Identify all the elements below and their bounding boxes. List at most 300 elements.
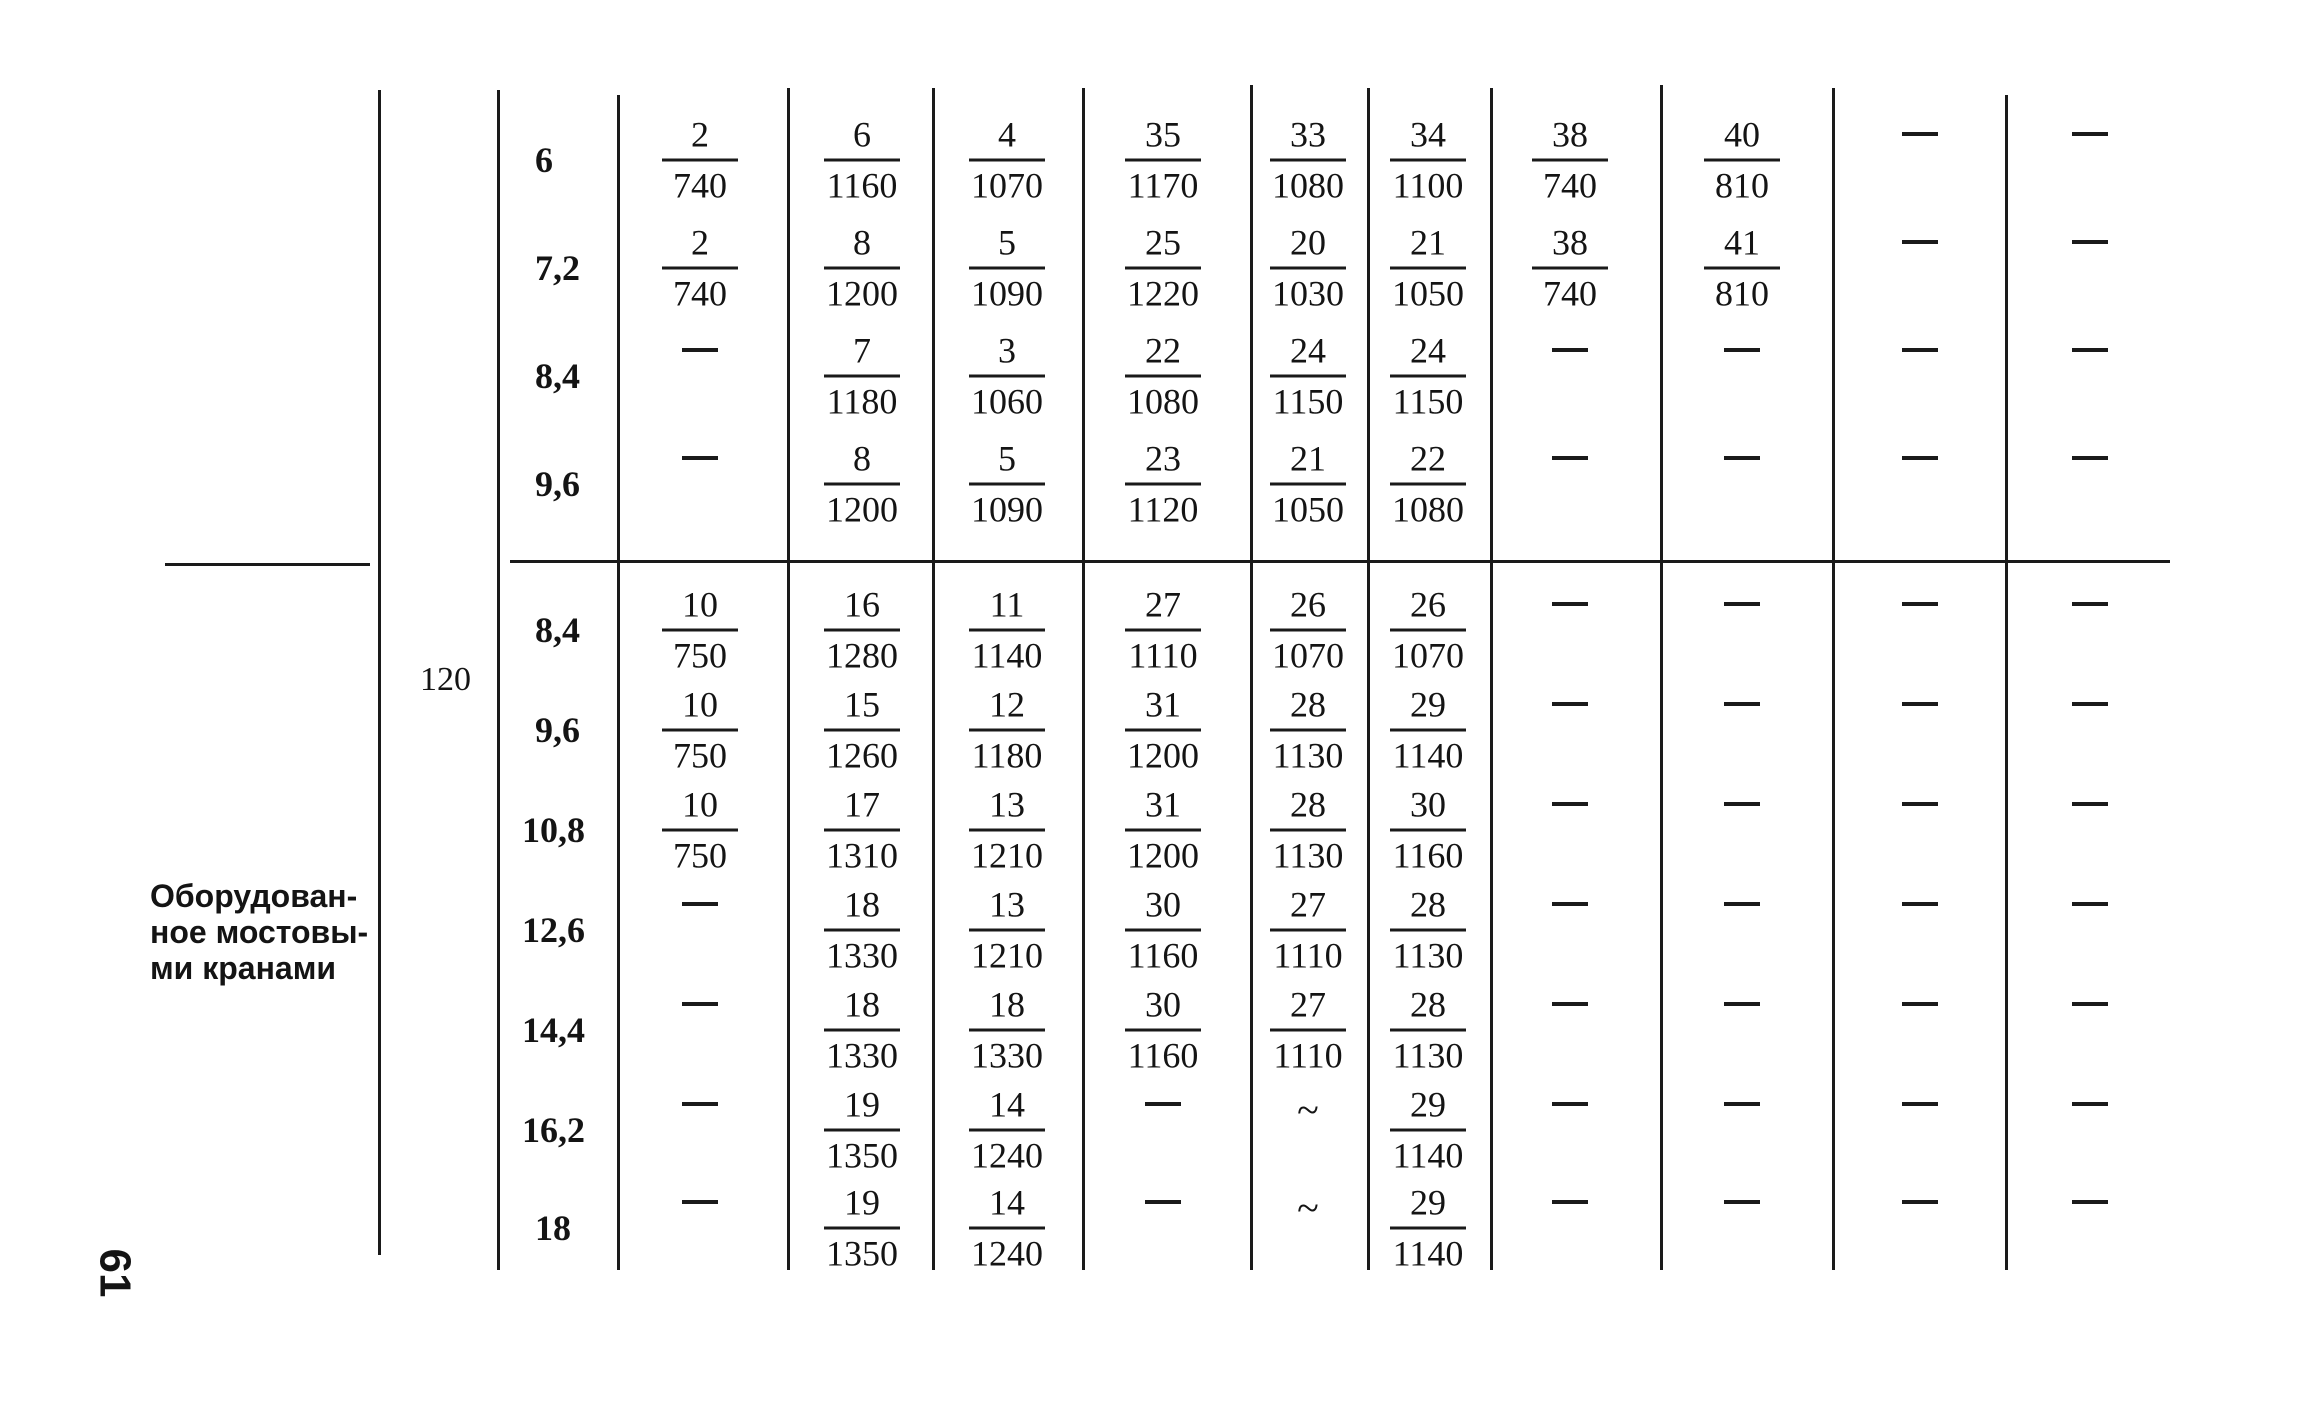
empty-dash (1902, 348, 1938, 352)
fraction-denominator: 1090 (971, 489, 1043, 530)
fraction-cell (1243, 222, 1373, 314)
fraction-cell (1098, 984, 1228, 1076)
fraction-numerator: 24 (1290, 330, 1326, 371)
empty-dash (1902, 802, 1938, 806)
fraction-denominator: 1130 (1272, 735, 1344, 776)
fraction-denominator: 1070 (1392, 635, 1464, 676)
fraction-numerator: 17 (844, 784, 880, 825)
fraction-bar (1704, 267, 1780, 270)
fraction-bar (969, 1129, 1045, 1132)
fraction-bar (824, 267, 900, 270)
fraction-cell (797, 438, 927, 530)
empty-dash (1902, 602, 1938, 606)
row-height-label: 6 (535, 140, 553, 180)
row-height-label: 18 (535, 1208, 571, 1248)
vline-col4 (1082, 88, 1085, 1270)
fraction-numerator: 11 (989, 584, 1025, 625)
fraction-cell (1098, 684, 1228, 776)
fraction-cell (1363, 1084, 1493, 1176)
fraction-denominator: 1350 (826, 1135, 898, 1176)
hline-section-separator (510, 560, 2170, 563)
fraction-numerator: 12 (989, 684, 1025, 725)
fraction-numerator: 29 (1410, 1182, 1446, 1223)
fraction-numerator: 26 (1410, 584, 1446, 625)
fraction-numerator: 5 (998, 222, 1016, 263)
fraction-denominator: 1150 (1272, 381, 1344, 422)
fraction-numerator: 13 (989, 884, 1025, 925)
fraction-cell (942, 684, 1072, 776)
empty-dash (2072, 602, 2108, 606)
fraction-bar (1532, 159, 1608, 162)
fraction-cell (942, 1084, 1072, 1176)
span-value: 120 (420, 661, 471, 698)
fraction-numerator: 5 (998, 438, 1016, 479)
row-height-label: 8,4 (535, 610, 580, 650)
empty-dash (1145, 1102, 1181, 1106)
fraction-denominator: 1130 (1272, 835, 1344, 876)
vline-col1 (617, 95, 620, 1270)
fraction-bar (1532, 267, 1608, 270)
fraction-denominator: 1220 (1127, 273, 1199, 314)
fraction-numerator: 14 (989, 1084, 1025, 1125)
page-number: 61 (90, 1248, 140, 1298)
fraction-cell (1363, 884, 1493, 976)
fraction-denominator: 810 (1715, 273, 1769, 314)
fraction-bar (1270, 629, 1346, 632)
empty-dash (2072, 1002, 2108, 1006)
fraction-numerator: 28 (1290, 684, 1326, 725)
fraction-denominator: 1240 (971, 1233, 1043, 1274)
fraction-bar (1270, 483, 1346, 486)
fraction-bar (662, 829, 738, 832)
fraction-cell (1098, 438, 1228, 530)
empty-dash (1902, 1102, 1938, 1106)
fraction-denominator: 1110 (1128, 635, 1198, 676)
fraction-numerator: 41 (1724, 222, 1760, 263)
fraction-cell (797, 1182, 927, 1274)
fraction-denominator: 1160 (1127, 935, 1199, 976)
empty-dash (2072, 348, 2108, 352)
fraction-numerator: 34 (1410, 114, 1446, 155)
fraction-denominator: 1160 (1392, 835, 1464, 876)
fraction-denominator: 1260 (826, 735, 898, 776)
empty-dash (2072, 132, 2108, 136)
fraction-numerator: 29 (1410, 1084, 1446, 1125)
fraction-cell (1098, 584, 1228, 676)
fraction-bar (1125, 629, 1201, 632)
row-height-label: 10,8 (522, 810, 585, 850)
fraction-bar (1390, 1227, 1466, 1230)
row-height-label: 8,4 (535, 356, 580, 396)
fraction-cell (1363, 784, 1493, 876)
fraction-bar (1125, 1029, 1201, 1032)
fraction-numerator: 30 (1145, 984, 1181, 1025)
fraction-cell (1677, 114, 1807, 206)
empty-dash (1552, 1002, 1588, 1006)
fraction-numerator: 30 (1145, 884, 1181, 925)
fraction-bar (1270, 267, 1346, 270)
fraction-bar (1390, 1129, 1466, 1132)
fraction-denominator: 1140 (1392, 1135, 1464, 1176)
empty-dash (1902, 132, 1938, 136)
fraction-denominator: 1070 (1272, 635, 1344, 676)
empty-dash (1145, 1200, 1181, 1204)
fraction-cell (635, 114, 765, 206)
fraction-bar (1125, 829, 1201, 832)
fraction-bar (969, 159, 1045, 162)
fraction-numerator: 23 (1145, 438, 1181, 479)
row-height-label: 9,6 (535, 710, 580, 750)
fraction-bar (824, 483, 900, 486)
fraction-numerator: 14 (989, 1182, 1025, 1223)
fraction-numerator: 30 (1410, 784, 1446, 825)
fraction-bar (969, 375, 1045, 378)
fraction-cell (1363, 114, 1493, 206)
fraction-numerator: 16 (844, 584, 880, 625)
fraction-denominator: 1280 (826, 635, 898, 676)
fraction-denominator: 1350 (826, 1233, 898, 1274)
fraction-denominator: 1100 (1392, 165, 1464, 206)
fraction-denominator: 1050 (1392, 273, 1464, 314)
fraction-cell (797, 222, 927, 314)
empty-dash (2072, 702, 2108, 706)
fraction-numerator: 10 (682, 684, 718, 725)
fraction-numerator: 2 (691, 222, 709, 263)
fraction-denominator: 740 (1543, 273, 1597, 314)
fraction-bar (1125, 267, 1201, 270)
fraction-numerator: 26 (1290, 584, 1326, 625)
fraction-denominator: 1240 (971, 1135, 1043, 1176)
row-height-label: 12,6 (522, 910, 585, 950)
empty-dash (682, 1102, 718, 1106)
empty-dash (2072, 1102, 2108, 1106)
tilde-mark: ~ (1297, 1185, 1319, 1231)
fraction-numerator: 21 (1290, 438, 1326, 479)
fraction-numerator: 25 (1145, 222, 1181, 263)
fraction-denominator: 1150 (1392, 381, 1464, 422)
fraction-bar (1390, 483, 1466, 486)
fraction-cell (1363, 438, 1493, 530)
empty-dash (1552, 1200, 1588, 1204)
fraction-numerator: 6 (853, 114, 871, 155)
fraction-cell (1243, 684, 1373, 776)
fraction-cell (1363, 1182, 1493, 1274)
fraction-bar (824, 629, 900, 632)
fraction-denominator: 1200 (826, 489, 898, 530)
fraction-denominator: 750 (673, 835, 727, 876)
empty-dash (682, 1002, 718, 1006)
fraction-bar (1125, 375, 1201, 378)
empty-dash (682, 1200, 718, 1204)
vline-col9 (1832, 88, 1835, 1270)
fraction-denominator: 740 (673, 273, 727, 314)
fraction-bar (662, 729, 738, 732)
fraction-bar (1390, 829, 1466, 832)
row-height-label: 14,4 (522, 1010, 585, 1050)
fraction-bar (1390, 729, 1466, 732)
fraction-denominator: 1330 (971, 1035, 1043, 1076)
fraction-bar (969, 929, 1045, 932)
fraction-bar (969, 1227, 1045, 1230)
empty-dash (1902, 1002, 1938, 1006)
fraction-cell (1098, 330, 1228, 422)
fraction-bar (1270, 1029, 1346, 1032)
fraction-bar (824, 1029, 900, 1032)
fraction-cell (797, 784, 927, 876)
empty-dash (1552, 702, 1588, 706)
fraction-bar (1125, 159, 1201, 162)
fraction-cell (635, 584, 765, 676)
fraction-cell (942, 784, 1072, 876)
fraction-denominator: 1130 (1392, 935, 1464, 976)
fraction-numerator: 10 (682, 784, 718, 825)
fraction-bar (1125, 483, 1201, 486)
fraction-numerator: 13 (989, 784, 1025, 825)
empty-dash (1724, 1002, 1760, 1006)
fraction-bar (969, 267, 1045, 270)
fraction-cell (1363, 330, 1493, 422)
fraction-cell (1243, 438, 1373, 530)
fraction-bar (1270, 375, 1346, 378)
vline-col2 (787, 88, 790, 1270)
fraction-numerator: 10 (682, 584, 718, 625)
fraction-numerator: 19 (844, 1084, 880, 1125)
fraction-denominator: 750 (673, 635, 727, 676)
fraction-cell (942, 222, 1072, 314)
fraction-denominator: 1160 (1127, 1035, 1199, 1076)
fraction-denominator: 1180 (971, 735, 1043, 776)
fraction-bar (824, 1129, 900, 1132)
fraction-cell (1098, 222, 1228, 314)
fraction-cell (1243, 584, 1373, 676)
vline-col3 (932, 88, 935, 1270)
fraction-numerator: 7 (853, 330, 871, 371)
row-height-label: 9,6 (535, 464, 580, 504)
fraction-numerator: 18 (844, 984, 880, 1025)
fraction-cell (1505, 114, 1635, 206)
fraction-numerator: 38 (1552, 222, 1588, 263)
fraction-numerator: 15 (844, 684, 880, 725)
fraction-denominator: 1200 (1127, 735, 1199, 776)
fraction-numerator: 22 (1410, 438, 1446, 479)
empty-dash (682, 348, 718, 352)
fraction-cell (635, 684, 765, 776)
fraction-denominator: 750 (673, 735, 727, 776)
fraction-bar (1270, 159, 1346, 162)
fraction-bar (1125, 929, 1201, 932)
fraction-bar (1390, 375, 1466, 378)
fraction-numerator: 27 (1145, 584, 1181, 625)
fraction-denominator: 1050 (1272, 489, 1344, 530)
fraction-cell (635, 784, 765, 876)
fraction-numerator: 8 (853, 222, 871, 263)
fraction-denominator: 1200 (826, 273, 898, 314)
fraction-cell (1098, 784, 1228, 876)
fraction-cell (797, 584, 927, 676)
fraction-bar (1270, 729, 1346, 732)
fraction-denominator: 1070 (971, 165, 1043, 206)
fraction-cell (1098, 114, 1228, 206)
fraction-cell (797, 984, 927, 1076)
fraction-cell (1363, 584, 1493, 676)
fraction-bar (1390, 1029, 1466, 1032)
fraction-denominator: 1310 (826, 835, 898, 876)
fraction-cell (1363, 984, 1493, 1076)
fraction-denominator: 1180 (826, 381, 898, 422)
fraction-cell (797, 114, 927, 206)
fraction-denominator: 1080 (1127, 381, 1199, 422)
empty-dash (1724, 602, 1760, 606)
fraction-bar (662, 629, 738, 632)
fraction-cell (942, 438, 1072, 530)
empty-dash (1902, 456, 1938, 460)
empty-dash (1552, 1102, 1588, 1106)
fraction-cell (1243, 984, 1373, 1076)
empty-dash (1902, 702, 1938, 706)
fraction-numerator: 31 (1145, 784, 1181, 825)
empty-dash (1724, 1200, 1760, 1204)
fraction-cell (797, 1084, 927, 1176)
fraction-bar (1125, 729, 1201, 732)
fraction-numerator: 28 (1410, 884, 1446, 925)
fraction-bar (824, 829, 900, 832)
fraction-denominator: 740 (1543, 165, 1597, 206)
fraction-bar (1390, 929, 1466, 932)
fraction-bar (969, 829, 1045, 832)
fraction-cell (1243, 330, 1373, 422)
empty-dash (1552, 348, 1588, 352)
fraction-cell (942, 584, 1072, 676)
empty-dash (2072, 802, 2108, 806)
fraction-numerator: 27 (1290, 984, 1326, 1025)
fraction-denominator: 1080 (1392, 489, 1464, 530)
fraction-cell (1243, 114, 1373, 206)
hline-category-separator (165, 563, 370, 566)
fraction-numerator: 40 (1724, 114, 1760, 155)
empty-dash (682, 456, 718, 460)
fraction-denominator: 1140 (971, 635, 1043, 676)
fraction-bar (969, 483, 1045, 486)
empty-dash (2072, 1200, 2108, 1204)
fraction-denominator: 1140 (1392, 735, 1464, 776)
fraction-denominator: 1110 (1273, 1035, 1343, 1076)
fraction-bar (969, 729, 1045, 732)
fraction-cell (942, 114, 1072, 206)
fraction-numerator: 29 (1410, 684, 1446, 725)
vline-col8 (1660, 85, 1663, 1270)
fraction-numerator: 38 (1552, 114, 1588, 155)
fraction-numerator: 22 (1145, 330, 1181, 371)
fraction-denominator: 1030 (1272, 273, 1344, 314)
fraction-numerator: 33 (1290, 114, 1326, 155)
empty-dash (2072, 902, 2108, 906)
empty-dash (1724, 802, 1760, 806)
fraction-numerator: 21 (1410, 222, 1446, 263)
fraction-cell (635, 222, 765, 314)
fraction-bar (824, 929, 900, 932)
fraction-cell (1505, 222, 1635, 314)
fraction-denominator: 1210 (971, 835, 1043, 876)
empty-dash (1552, 902, 1588, 906)
fraction-numerator: 2 (691, 114, 709, 155)
empty-dash (1552, 802, 1588, 806)
fraction-cell (1677, 222, 1807, 314)
fraction-bar (824, 1227, 900, 1230)
fraction-numerator: 18 (844, 884, 880, 925)
fraction-numerator: 8 (853, 438, 871, 479)
fraction-numerator: 18 (989, 984, 1025, 1025)
empty-dash (1552, 456, 1588, 460)
fraction-cell (1243, 784, 1373, 876)
fraction-bar (1270, 929, 1346, 932)
fraction-cell (942, 884, 1072, 976)
fraction-bar (1270, 829, 1346, 832)
tilde-mark: ~ (1297, 1087, 1319, 1133)
fraction-cell (942, 984, 1072, 1076)
fraction-cell (942, 1182, 1072, 1274)
fraction-cell (1098, 884, 1228, 976)
fraction-cell (1243, 884, 1373, 976)
empty-dash (1724, 1102, 1760, 1106)
empty-dash (1724, 456, 1760, 460)
vline-category-right (378, 90, 381, 1255)
fraction-denominator: 1110 (1273, 935, 1343, 976)
fraction-denominator: 1060 (971, 381, 1043, 422)
fraction-numerator: 19 (844, 1182, 880, 1223)
empty-dash (1902, 902, 1938, 906)
empty-dash (1552, 602, 1588, 606)
fraction-denominator: 810 (1715, 165, 1769, 206)
empty-dash (682, 902, 718, 906)
fraction-numerator: 20 (1290, 222, 1326, 263)
fraction-numerator: 3 (998, 330, 1016, 371)
fraction-bar (1390, 629, 1466, 632)
fraction-denominator: 1200 (1127, 835, 1199, 876)
empty-dash (1902, 1200, 1938, 1204)
fraction-cell (797, 884, 927, 976)
fraction-numerator: 27 (1290, 884, 1326, 925)
fraction-denominator: 1170 (1127, 165, 1199, 206)
fraction-numerator: 31 (1145, 684, 1181, 725)
empty-dash (1724, 348, 1760, 352)
fraction-cell (797, 684, 927, 776)
fraction-denominator: 1210 (971, 935, 1043, 976)
fraction-denominator: 1330 (826, 1035, 898, 1076)
fraction-numerator: 28 (1290, 784, 1326, 825)
fraction-bar (969, 629, 1045, 632)
fraction-denominator: 1330 (826, 935, 898, 976)
fraction-denominator: 1120 (1127, 489, 1199, 530)
fraction-bar (1390, 267, 1466, 270)
fraction-bar (1390, 159, 1466, 162)
empty-dash (1902, 240, 1938, 244)
empty-dash (1724, 702, 1760, 706)
fraction-bar (662, 267, 738, 270)
fraction-bar (662, 159, 738, 162)
fraction-denominator: 1130 (1392, 1035, 1464, 1076)
row-height-label: 16,2 (522, 1110, 585, 1150)
fraction-bar (824, 375, 900, 378)
fraction-cell (1363, 222, 1493, 314)
fraction-numerator: 24 (1410, 330, 1446, 371)
fraction-denominator: 1140 (1392, 1233, 1464, 1274)
empty-dash (1724, 902, 1760, 906)
fraction-bar (824, 729, 900, 732)
fraction-bar (1704, 159, 1780, 162)
fraction-denominator: 1080 (1272, 165, 1344, 206)
fraction-numerator: 4 (998, 114, 1016, 155)
fraction-denominator: 1160 (826, 165, 898, 206)
